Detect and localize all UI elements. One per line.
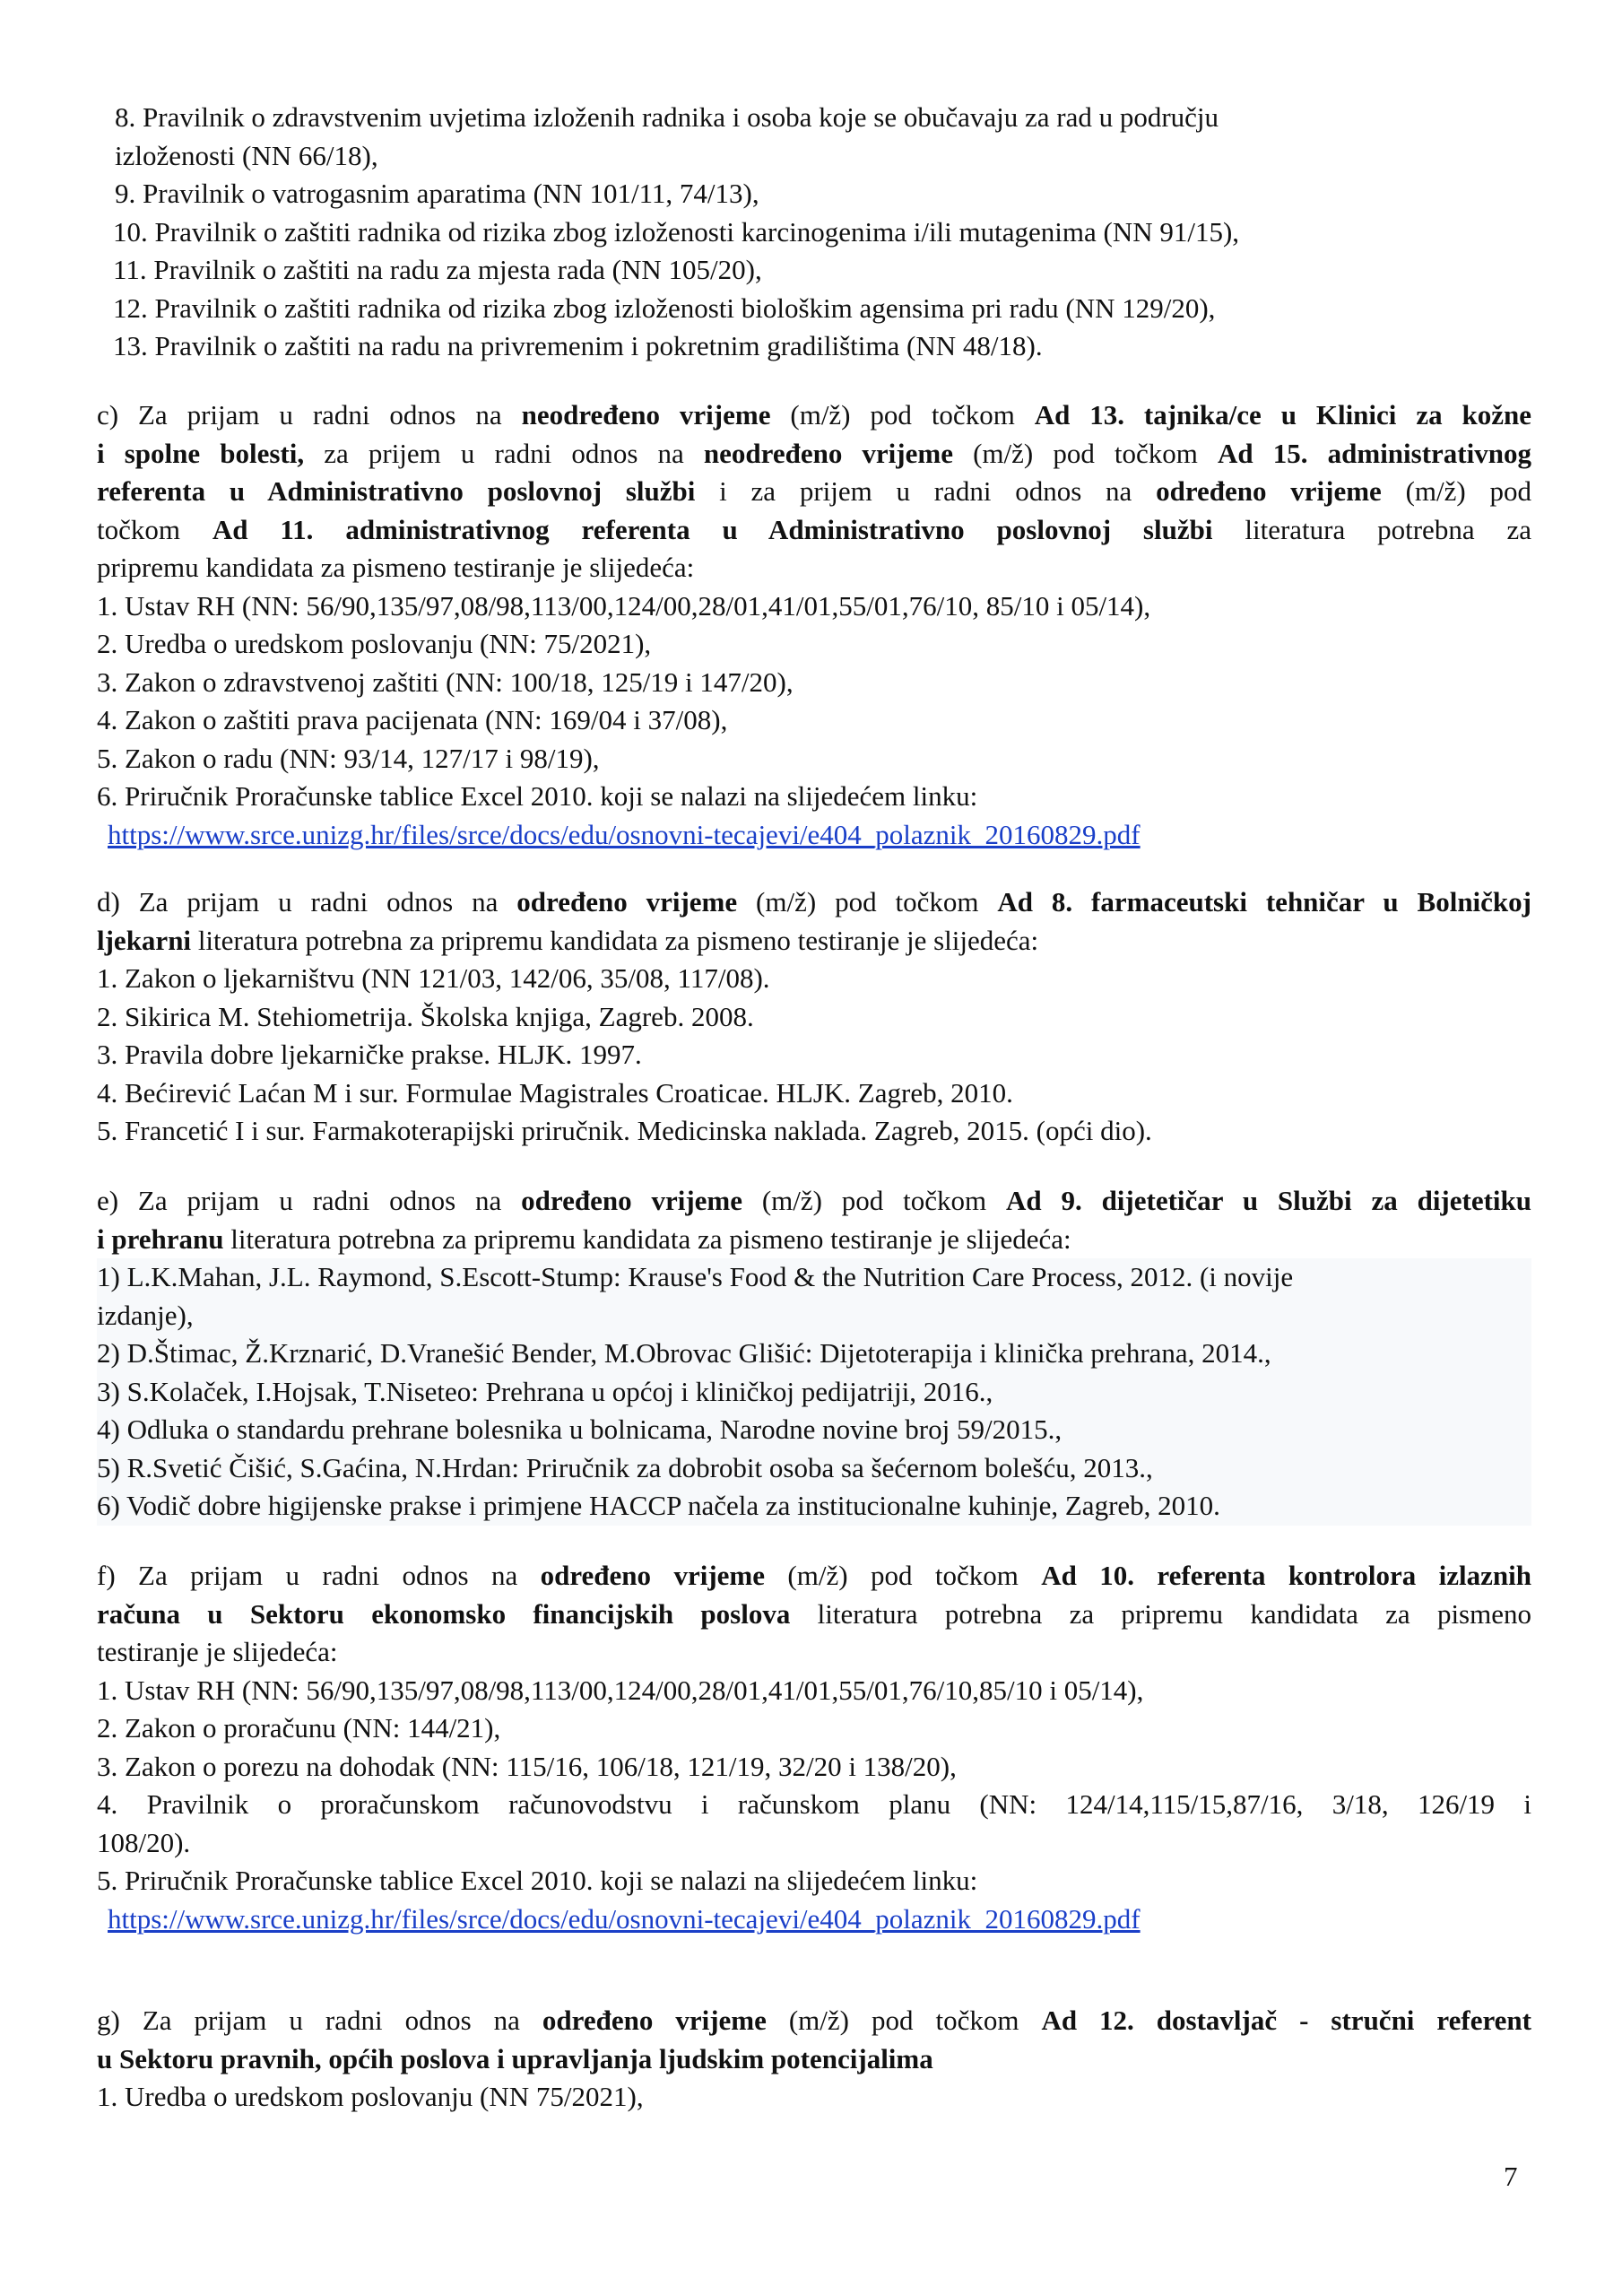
list-item: 6. Priručnik Proračunske tablice Excel 2010. koji se nalazi na slijedećem linku: — [97, 780, 978, 812]
list-item: 5) R.Svetić Čišić, S.Gaćina, N.Hrdan: Priručnik za dobrobit osoba sa šećernom bolešću, 2013., — [97, 1451, 1153, 1483]
section-g — [97, 2002, 1531, 2117]
list-item: 5. Francetić I i sur. Farmakoterapijski priručnik. Medicinska naklada. Zagreb, 2015. (opći dio). — [97, 1115, 1152, 1146]
excel-manual-link[interactable]: https://www.srce.unizg.hr/files/srce/docs/edu/osnovni-tecajevi/e404_polaznik_20160829.pdf — [108, 818, 1141, 850]
section-c — [97, 396, 1531, 854]
page-number: 7 — [1504, 2161, 1518, 2192]
section-d-line-1: d) Za prijam u radni odnos na određeno vrijeme (m/ž) pod točkom Ad 8. farmaceutski tehničar u Bolničkoj — [97, 886, 1531, 918]
list-item: 1. Ustav RH (NN: 56/90,135/97,08/98,113/00,124/00,28/01,41/01,55/01,76/10, 85/10 i 05/14), — [97, 589, 1151, 622]
list-item: 3. Zakon o zdravstvenoj zaštiti (NN: 100/18, 125/19 i 147/20), — [97, 665, 794, 698]
list-item: 3. Pravila dobre ljekarničke prakse. HLJK. 1997. — [97, 1039, 642, 1070]
list-item: 4. Pravilnik o proračunskom računovodstvu i računskom planu (NN: 124/14,115/15,87/16, 3/18, 126/19 i — [97, 1788, 1531, 1820]
section-g-line-1: g) Za prijam u radni odnos na određeno vrijeme (m/ž) pod točkom Ad 12. dostavljač - stručni referent — [97, 2005, 1531, 2036]
list-item: 3. Zakon o porezu na dohodak (NN: 115/16, 106/18, 121/19, 32/20 i 138/20), — [97, 1750, 957, 1782]
excel-link-row — [97, 816, 1531, 855]
list-item: 12. Pravilnik o zaštiti radnika od rizika zbog izloženosti biološkim agensima pri radu (NN 129/20), — [113, 291, 1216, 324]
list-item: izdanje), — [97, 1299, 194, 1331]
list-item: 5. Priručnik Proračunske tablice Excel 2010. koji se nalazi na slijedećem linku: — [97, 1865, 978, 1896]
section-f-line-2: računa u Sektoru ekonomsko financijskih poslova literatura potrebna za pripremu kandidata za pismeno — [97, 1597, 1531, 1630]
section-g-line-2: u Sektoru pravnih, općih poslova i upravljanja ljudskim potencijalima — [97, 2042, 933, 2074]
section-d-line-2: ljekarni literatura potrebna za pripremu kandidata za pismeno testiranje je slijedeća: — [97, 924, 1039, 956]
section-e-line-1: e) Za prijam u radni odnos na određeno vrijeme (m/ž) pod točkom Ad 9. dijetetičar u Službi za dijetetiku — [97, 1185, 1532, 1216]
list-item: 4. Zakon o zaštiti prava pacijenata (NN: 169/04 i 37/08), — [97, 704, 728, 735]
list-item: 11. Pravilnik o zaštiti na radu za mjesta rada (NN 105/20), — [113, 254, 762, 285]
section-f — [97, 1557, 1531, 1938]
list-item: 4. Bećirević Laćan M i sur. Formulae Magistrales Croaticae. HLJK. Zagreb, 2010. — [97, 1076, 1013, 1109]
section-c-line-2: i spolne bolesti, za prijem u radni odnos na neodređeno vrijeme (m/ž) pod točkom Ad 15. administrativnog — [97, 437, 1531, 469]
section-c-line-5: pripremu kandidata za pismeno testiranje je slijedeća: — [97, 552, 695, 583]
section-c-line-4: točkom Ad 11. administrativnog referenta u Administrativno poslovnoj službi literatura potrebna za — [97, 513, 1531, 545]
excel-link-row — [97, 1900, 1531, 1939]
list-item: 2. Zakon o proračunu (NN: 144/21), — [97, 1712, 501, 1744]
list-item: 1. Uredba o uredskom poslovanju (NN 75/2021), — [97, 2081, 644, 2112]
section-d — [97, 883, 1531, 1151]
nutrition-literature-box — [97, 1258, 1531, 1526]
list-item: 4) Odluka o standardu prehrane bolesnika u bolnicama, Narodne novine broj 59/2015., — [97, 1413, 1063, 1445]
list-item: 8. Pravilnik o zdravstvenim uvjetima izloženih radnika i osoba koje se obučavaju za rad u području — [115, 101, 1219, 133]
section-e-line-2: i prehranu literatura potrebna za pripremu kandidata za pismeno testiranje je slijedeća: — [97, 1222, 1071, 1255]
section-f-line-1: f) Za prijam u radni odnos na određeno vrijeme (m/ž) pod točkom Ad 10. referenta kontrolora izlaznih — [97, 1560, 1532, 1591]
list-item: 6) Vodič dobre higijenske prakse i primjene HACCP načela za institucionalne kuhinje, Zagreb, 2010. — [97, 1490, 1220, 1521]
list-item: 1. Zakon o ljekarništvu (NN 121/03, 142/06, 35/08, 117/08). — [97, 962, 770, 994]
list-item: 2. Uredba o uredskom poslovanju (NN: 75/2021), — [97, 628, 652, 659]
top-list — [97, 99, 1531, 366]
list-item: 10. Pravilnik o zaštiti radnika od rizika zbog izloženosti karcinogenima i/ili mutagenima (NN 91/15), — [113, 215, 1240, 248]
list-item: 3) S.Kolaček, I.Hojsak, T.Niseteo: Prehrana u općoj i kliničkoj pedijatriji, 2016., — [97, 1375, 993, 1407]
section-e — [97, 1182, 1531, 1526]
list-item: 108/20). — [97, 1826, 191, 1858]
list-item: 1) L.K.Mahan, J.L. Raymond, S.Escott-Stump: Krause's Food & the Nutrition Care Process, 2012. (i novije — [97, 1261, 1294, 1292]
section-c-line-1: c) Za prijam u radni odnos na neodređeno vrijeme (m/ž) pod točkom Ad 13. tajnika/ce u Klinici za kožne — [97, 399, 1531, 430]
list-item: 5. Zakon o radu (NN: 93/14, 127/17 i 98/19), — [97, 742, 600, 774]
list-item: 2) D.Štimac, Ž.Krznarić, D.Vranešić Bender, M.Obrovac Glišić: Dijetoterapija i klinička prehrana, 2014., — [97, 1337, 1271, 1369]
list-item: 9. Pravilnik o vatrogasnim aparatima (NN 101/11, 74/13), — [115, 178, 759, 209]
list-item: 13. Pravilnik o zaštiti na radu na privremenim i pokretnim gradilištima (NN 48/18). — [113, 330, 1043, 361]
list-item: izloženosti (NN 66/18), — [115, 139, 378, 171]
section-f-line-3: testiranje je slijedeća: — [97, 1636, 338, 1667]
section-c-line-3: referenta u Administrativno poslovnoj službi i za prijem u radni odnos na određeno vrijeme (m/ž) pod — [97, 475, 1531, 507]
excel-manual-link[interactable]: https://www.srce.unizg.hr/files/srce/docs/edu/osnovni-tecajevi/e404_polaznik_20160829.pdf — [108, 1902, 1141, 1935]
list-item: 1. Ustav RH (NN: 56/90,135/97,08/98,113/00,124/00,28/01,41/01,55/01,76/10,85/10 i 05/14), — [97, 1674, 1144, 1706]
list-item: 2. Sikirica M. Stehiometrija. Školska knjiga, Zagreb. 2008. — [97, 1000, 754, 1032]
